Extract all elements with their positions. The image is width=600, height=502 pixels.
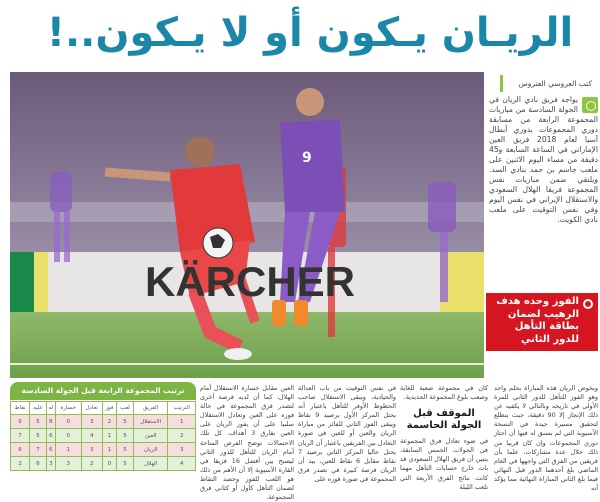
ring-icon bbox=[583, 299, 593, 309]
table-header-row bbox=[11, 402, 196, 415]
cell: 6 bbox=[30, 457, 47, 471]
ad-board-text: KÄRCHER bbox=[145, 258, 355, 305]
header-cell: خسارة bbox=[55, 402, 81, 415]
lead-block bbox=[489, 95, 598, 291]
header-cell: لعب bbox=[117, 402, 134, 415]
cell: 5 bbox=[117, 415, 134, 429]
lead-paragraph: يواجه فريق نادي الريان في الجولة السادسة من مباريات المجموعة الرابعة من مسابقة دوري المجموعات بدوري أبطال آسيا لعام 2018 فريق العين الإماراتي في الساعة السابعة و45 دقيقة من مساء اليوم الاثنين على ملعب جاسم بن حمد بنادي السد. ويلتقي ضمن مباريات نفس المجموعة فريقا الهلال السعودي والاستقلال الإيراني في نفس اليوم وفي نفس التوقيت على ملعب نادي الكويت. bbox=[489, 95, 598, 224]
table-row bbox=[11, 457, 196, 471]
column-text: في ضوء تعادل فرق المجموعة في الجولات الخمس السابقة، يتبين أن فريق الهلال السعودي قد بات خارج حسابات التأهل مهما كانت نتائج الفرق الأربعة التي تلعب الليلة bbox=[400, 437, 488, 491]
match-photo bbox=[10, 72, 484, 378]
cell: 5 bbox=[117, 429, 134, 443]
byline: كتب العروسي العتروس bbox=[500, 75, 596, 92]
header-cell: الترتيب bbox=[168, 402, 196, 415]
cell: 1 bbox=[168, 415, 196, 429]
cell: الاستقلال bbox=[133, 415, 168, 429]
cell: الريان bbox=[133, 443, 168, 457]
cell: 2 bbox=[11, 457, 30, 471]
cell: 2 bbox=[102, 415, 116, 429]
header-cell: نقاط bbox=[11, 402, 30, 415]
jersey-number: 9 bbox=[302, 150, 312, 166]
cell: 1 bbox=[55, 443, 81, 457]
cell: 0 bbox=[55, 429, 81, 443]
cell: العين bbox=[133, 429, 168, 443]
cell: الهلال bbox=[133, 457, 168, 471]
article-column-3: في نفس التوقيت من باب العدالة والحيادية، ويبقى الاستقلال صاحب الحظوظ الأوفر للتأهل باعتبار أنه يحتل المركز الأول برصيد 9 نقاط ويبقى الفوز الثاني للفائز من مباراة الريان والعين أو للعين في صورة التعادل بين الفريقين باعتبار أن الريان يحتل حاليا المركز الثاني برصيد 7 نقاط مقابل 6 نقاط للعين، بيد أن الريان فرصة كبيرة في تصدر فرق المجموعة في صورة فوزه على bbox=[298, 384, 396, 483]
standings-table bbox=[10, 401, 196, 471]
callout-text: الفوز وحده هدف الرهيب لضمان بطاقة التأهل للدور الثاني bbox=[496, 296, 579, 345]
cell: 0 bbox=[102, 457, 116, 471]
header-cell: الفريق bbox=[133, 402, 168, 415]
table-row bbox=[11, 429, 196, 443]
cell: 5 bbox=[30, 429, 47, 443]
cell: 5 bbox=[30, 415, 47, 429]
cell: 3 bbox=[55, 457, 81, 471]
cell: 3 bbox=[81, 443, 102, 457]
column-text: كان في مجموعة صعبة للغاية وصعب بلوغ المجموعة الحديدية. bbox=[400, 384, 488, 402]
cell: 3 bbox=[46, 457, 55, 471]
header-cell: تعادل bbox=[81, 402, 102, 415]
cell: 8 bbox=[46, 415, 55, 429]
cell: 5 bbox=[117, 457, 134, 471]
cell: 7 bbox=[11, 429, 30, 443]
table-title: ترتيب المجموعة الرابعة قبل الجولة السادسة bbox=[10, 382, 196, 400]
cell: 6 bbox=[46, 443, 55, 457]
cell: 1 bbox=[102, 443, 116, 457]
cell: 5 bbox=[117, 443, 134, 457]
cell: 4 bbox=[81, 429, 102, 443]
header-cell: له bbox=[46, 402, 55, 415]
header-cell: عليه bbox=[30, 402, 47, 415]
article-column-4: العين مقابل خسارة الاستقلال أمام الهلال، كما أن لديه فرصة أخرى لتصدر فرق المجموعة في حالة فوزه على العين وتعادل الاستقلال سلبيا على أن يفوز الريان على العين بفارق 3 أهداف. كل تلك الاحتمالات توضح الفرص المتاحة أمام الريان للتأهل للدور الثاني ليصبح بين أفضل 16 فريقا في القارة الآسيوية إلا أن الأهم من ذلك هو اللعب للفوز وحصد النقاط لضمان التأهل كأول أو كثاني فرق المجموعة. bbox=[200, 384, 294, 502]
cell: 2 bbox=[168, 429, 196, 443]
table-row bbox=[11, 415, 196, 429]
article-column-1: ويخوض الريان هذه المباراة بحلم واحد وهو الفوز للتأهل للدور الثاني للمرة الأولى في تاريخه وبالتالي لا يكفيه عن ذلك الإنجاز إلا 90 دقيقة، حيث يتطلع لتحقيق مسيرة جيدة في النسخة الآسيوية التي لم يسبق له فيها أن اجتاز دوري المجموعات وإن كان قريبا من ذلك خلال عدة مشاركات، علما بأن فريقين من الفرق التي واجهها في العام الماضي بلغ أحدهما الدور قبل النهائي فيما بلغ الثاني المباراة النهائية مما يؤكد أنه bbox=[494, 384, 598, 493]
cell: 1 bbox=[102, 429, 116, 443]
headline: الريـان يـكون أو لا يـكون..! bbox=[46, 10, 574, 56]
cell: 2 bbox=[81, 457, 102, 471]
cell: 4 bbox=[168, 457, 196, 471]
cell: 6 bbox=[46, 429, 55, 443]
section-heading: الموقف قبل الجولة الحاسمة bbox=[406, 408, 482, 432]
article-column-2 bbox=[400, 384, 488, 492]
table-row bbox=[11, 443, 196, 457]
cell: 9 bbox=[11, 415, 30, 429]
cell: 3 bbox=[81, 415, 102, 429]
cell: 0 bbox=[55, 415, 81, 429]
callout-box bbox=[486, 293, 598, 351]
cell: 6 bbox=[11, 443, 30, 457]
cell: 3 bbox=[168, 443, 196, 457]
cell: 7 bbox=[30, 443, 47, 457]
circle-badge-icon bbox=[582, 97, 598, 113]
header-cell: فوز bbox=[102, 402, 116, 415]
